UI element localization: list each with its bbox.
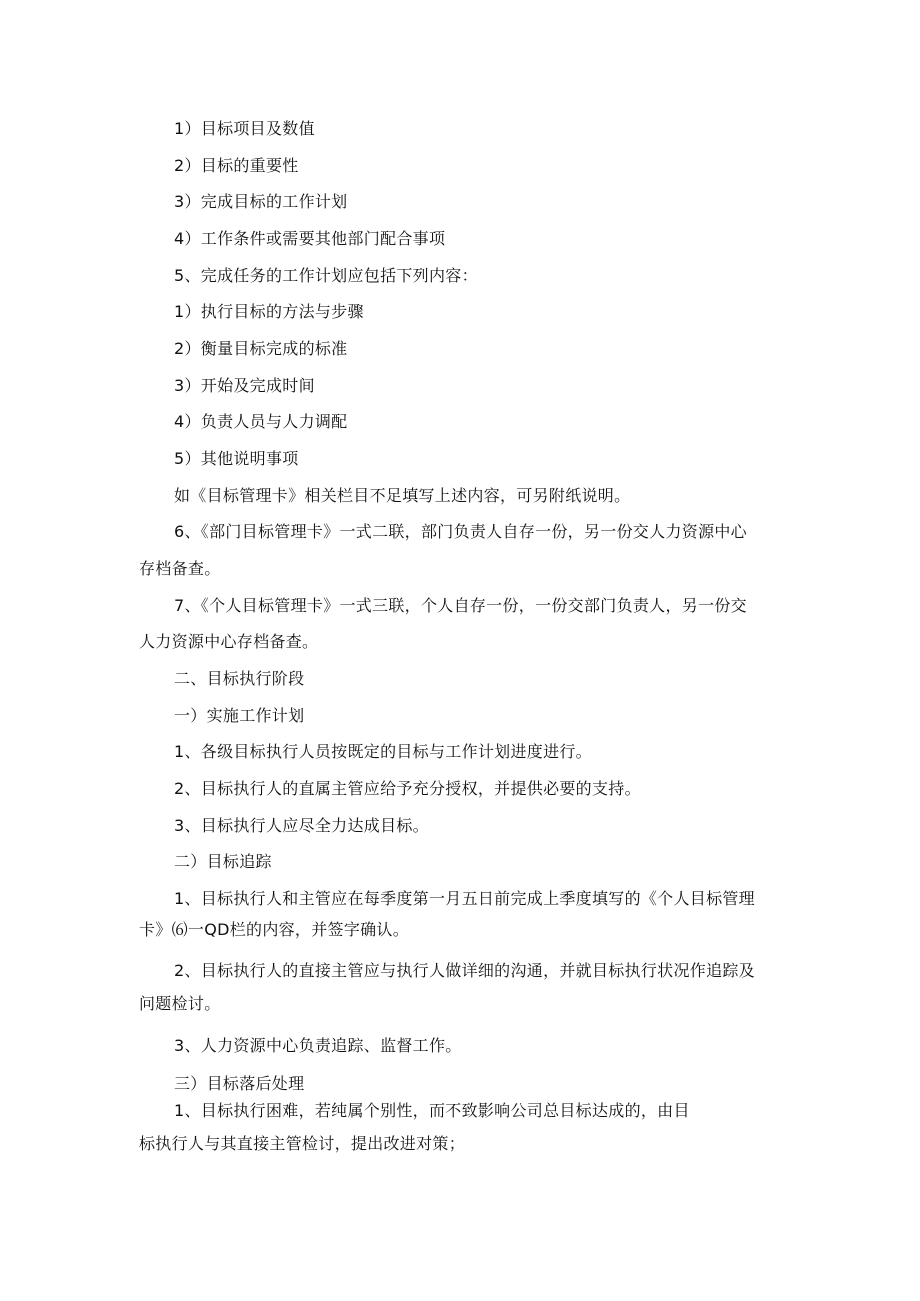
list-item: 1）目标项目及数值	[174, 119, 315, 138]
subsection-heading: 三）目标落后处理	[174, 1074, 305, 1093]
paragraph: 6、《部门目标管理卡》一式二联，部门负责人自存一份，另一份交人力资源中心	[174, 522, 747, 541]
list-item: 3）完成目标的工作计划	[174, 192, 348, 211]
paragraph-continuation: 问题检讨。	[139, 994, 221, 1013]
subsection-heading: 一）实施工作计划	[174, 706, 305, 725]
paragraph: 1、各级目标执行人员按既定的目标与工作计划进度进行。	[174, 742, 592, 761]
paragraph-continuation: 人力资源中心存档备查。	[139, 632, 319, 651]
list-item: 5）其他说明事项	[174, 449, 299, 468]
list-item: 1）执行目标的方法与步骤	[174, 302, 364, 321]
list-item: 2）衡量目标完成的标准	[174, 339, 348, 358]
paragraph-continuation: 存档备查。	[139, 559, 221, 578]
paragraph: 1、目标执行人和主管应在每季度第一月五日前完成上季度填写的《个人目标管理	[174, 889, 755, 908]
subsection-heading: 二）目标追踪	[174, 852, 272, 871]
section-heading: 二、目标执行阶段	[174, 669, 305, 688]
paragraph: 5、完成任务的工作计划应包括下列内容：	[174, 266, 478, 285]
paragraph-continuation: 卡》⑹一QD栏的内容，并签字确认。	[139, 920, 410, 939]
paragraph: 2、目标执行人的直接主管应与执行人做详细的沟通，并就目标执行状况作追踪及	[174, 961, 755, 980]
paragraph-continuation: 标执行人与其直接主管检讨，提出改进对策；	[139, 1134, 466, 1153]
list-item: 4）负责人员与人力调配	[174, 412, 348, 431]
paragraph: 7、《个人目标管理卡》一式三联，个人自存一份，一份交部门负责人，另一份交	[174, 596, 747, 615]
paragraph: 2、目标执行人的直属主管应给予充分授权，并提供必要的支持。	[174, 779, 641, 798]
list-item: 3）开始及完成时间	[174, 376, 315, 395]
paragraph: 1、目标执行困难，若纯属个别性，而不致影响公司总目标达成的，由目	[174, 1101, 690, 1120]
paragraph: 3、目标执行人应尽全力达成目标。	[174, 816, 429, 835]
paragraph: 3、人力资源中心负责追踪、监督工作。	[174, 1036, 462, 1055]
paragraph: 如《目标管理卡》相关栏目不足填写上述内容，可另附纸说明。	[174, 486, 631, 505]
list-item: 4）工作条件或需要其他部门配合事项	[174, 229, 446, 248]
list-item: 2）目标的重要性	[174, 156, 299, 175]
